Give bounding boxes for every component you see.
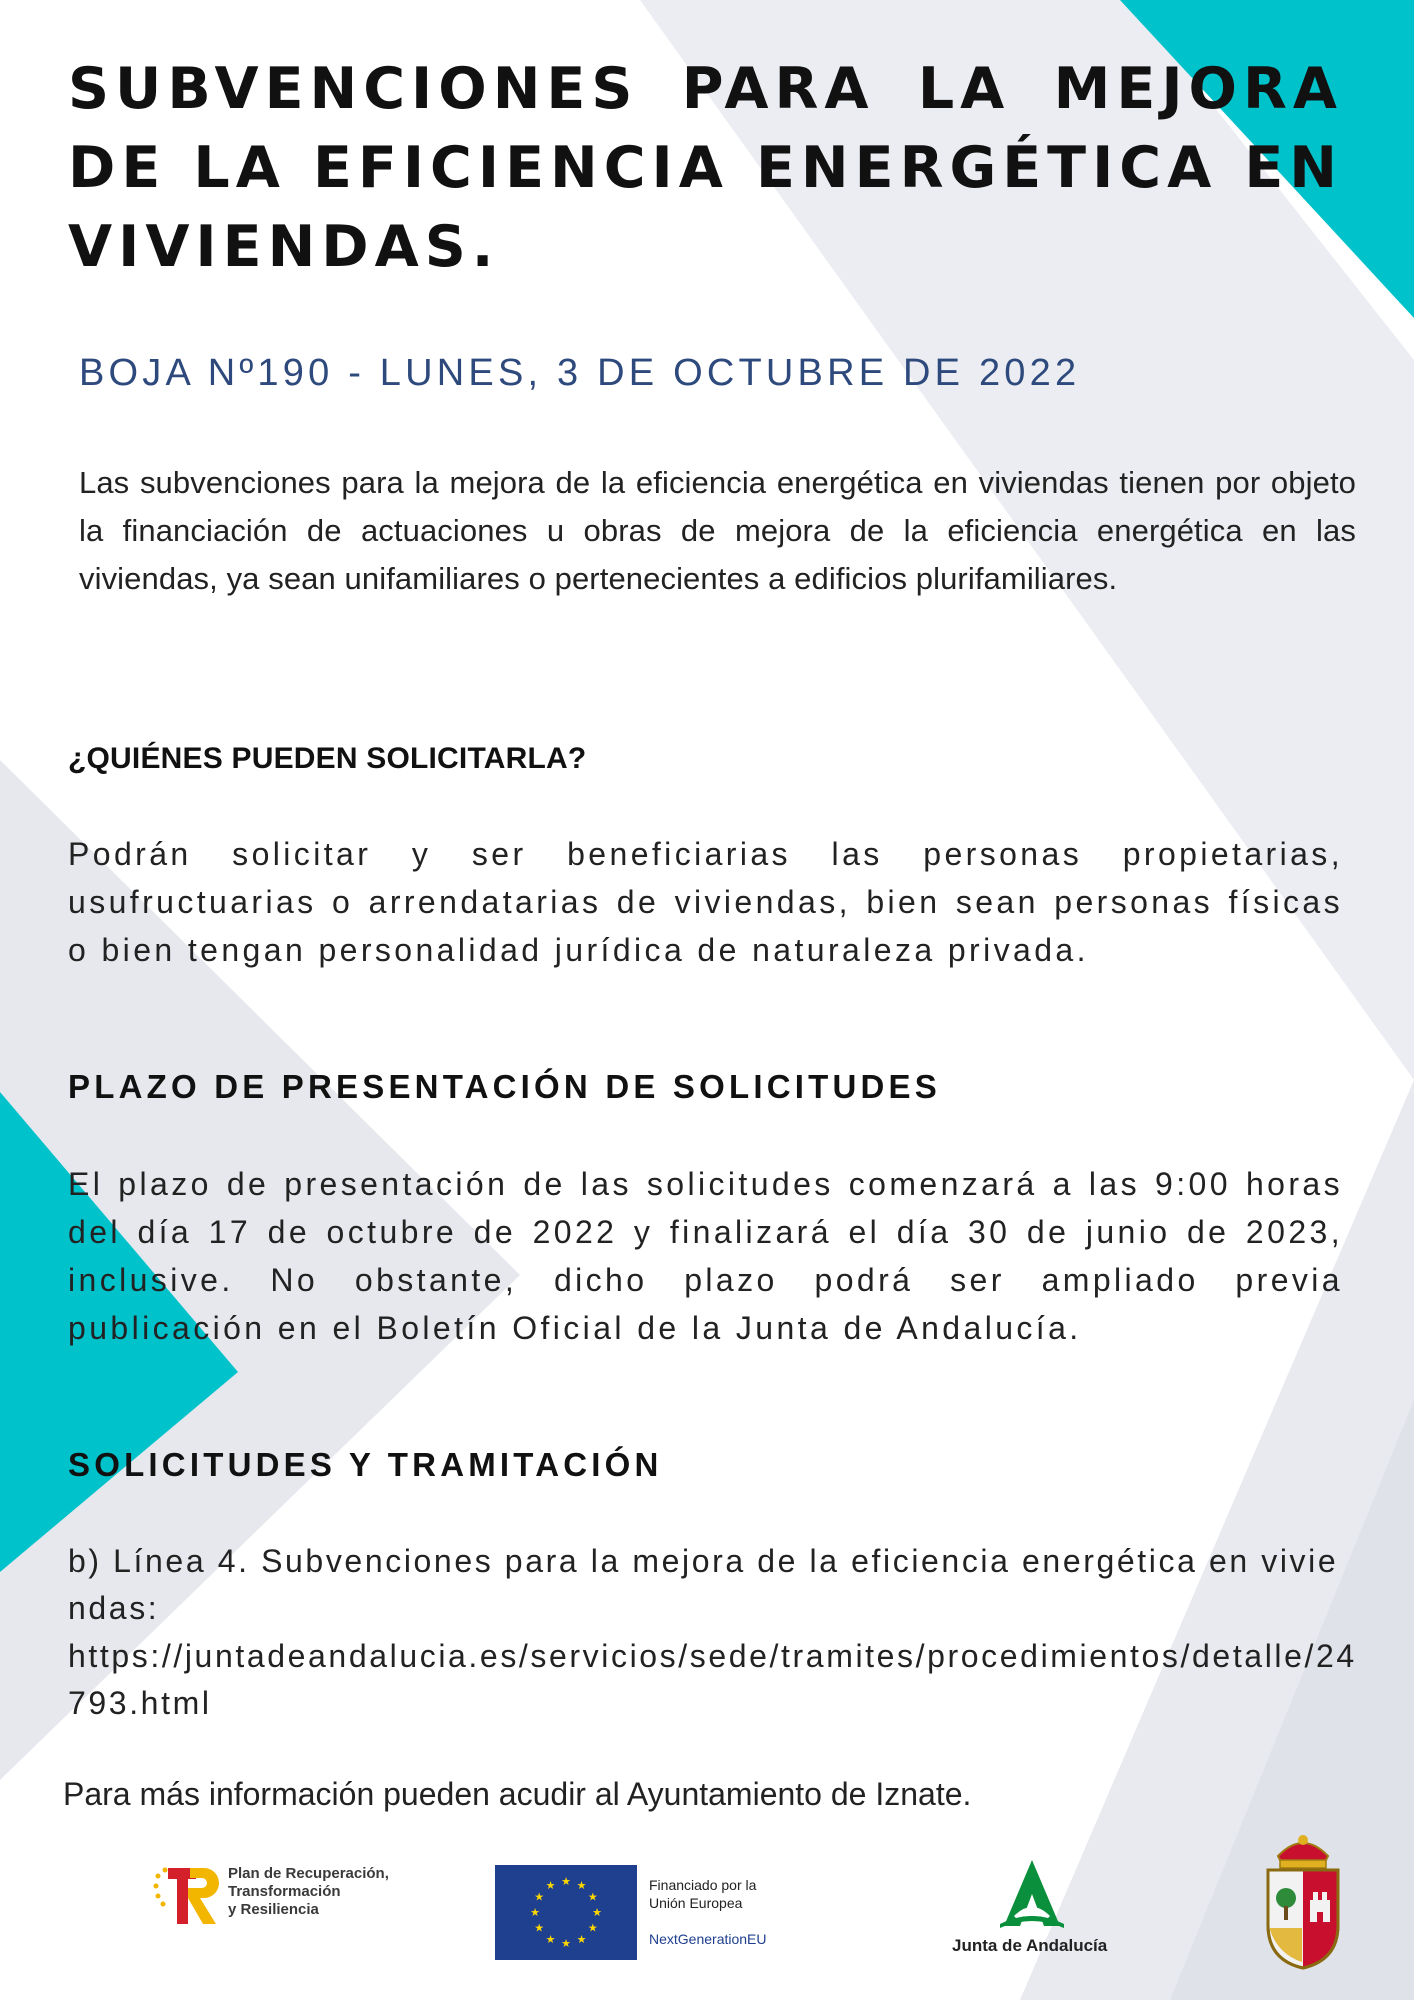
svg-text:★: ★ bbox=[576, 1932, 587, 1946]
svg-text:★: ★ bbox=[561, 1937, 571, 1950]
svg-text:★: ★ bbox=[587, 1890, 598, 1904]
deadline-heading: PLAZO DE PRESENTACIÓN DE SOLICITUDES bbox=[68, 1068, 941, 1105]
applications-line: b) Línea 4. Subvenciones para la mejora de la eficiencia energética en viviendas: bbox=[68, 1543, 1339, 1626]
applications-url[interactable]: https://juntadeandalucia.es/servicios/sede/tramites/procedimientos/detalle/24793.html bbox=[68, 1638, 1357, 1721]
deadline-body: El plazo de presentación de las solicitudes comenzará a las 9:00 horas del día 17 de octubre de 2022 y finalizará el día 30 de junio de 2023, inclusive. No obstante, dicho plazo podrá ser ampliado previa publicación en el Boletín Oficial de la Junta de Andalucía. bbox=[68, 1166, 1343, 1346]
svg-text:★: ★ bbox=[587, 1921, 598, 1935]
applications-heading: SOLICITUDES Y TRAMITACIÓN bbox=[68, 1446, 663, 1483]
eu-logo bbox=[495, 1865, 815, 1960]
prtr-logo bbox=[152, 1862, 442, 1932]
prtr-line-2: Transformación bbox=[228, 1883, 341, 1900]
svg-text:★: ★ bbox=[530, 1906, 540, 1919]
svg-text:★: ★ bbox=[534, 1890, 545, 1904]
boja-reference: BOJA Nº190 - LUNES, 3 DE OCTUBRE DE 2022 bbox=[79, 352, 1081, 394]
prtr-line-3: y Resiliencia bbox=[228, 1901, 319, 1918]
junta-andalucia-logo-icon bbox=[992, 1858, 1072, 1930]
svg-text:★: ★ bbox=[576, 1879, 587, 1893]
intro-paragraph: Las subvenciones para la mejora de la eficiencia energética en viviendas tienen por objeto la financiación de actuaciones u obras de mejora de la eficiencia energética en las viviendas, ya sean unifamiliares o pertenecientes a edificios plurifamiliares. bbox=[79, 465, 1356, 596]
eu-line-1: Financiado por la bbox=[649, 1877, 757, 1893]
svg-text:★: ★ bbox=[545, 1932, 556, 1946]
eu-line-2: Unión Europea bbox=[649, 1895, 743, 1911]
svg-text:★: ★ bbox=[592, 1906, 602, 1919]
prtr-logo-icon bbox=[152, 1864, 224, 1928]
footer-note: Para más información pueden acudir al Ayuntamiento de Iznate. bbox=[63, 1776, 972, 1812]
junta-logo bbox=[948, 1858, 1123, 1958]
page-title: SUBVENCIONES PARA LA MEJORA DE LA EFICIENCIA ENERGÉTICA EN VIVIENDAS. bbox=[68, 56, 1343, 280]
junta-label: Junta de Andalucía bbox=[952, 1936, 1108, 1955]
who-body: Podrán solicitar y ser beneficiarias las personas propietarias, usufructuarias o arrendatarias de viviendas, bien sean personas físicas o bien tengan personalidad jurídica de naturaleza privada. bbox=[68, 836, 1343, 968]
who-heading: ¿QUIÉNES PUEDEN SOLICITARLA? bbox=[68, 742, 587, 775]
eu-flag-icon bbox=[495, 1865, 637, 1960]
prtr-line-1: Plan de Recuperación, bbox=[228, 1865, 389, 1882]
eu-program: NextGenerationEU bbox=[649, 1931, 767, 1947]
svg-text:★: ★ bbox=[561, 1875, 571, 1888]
svg-text:★: ★ bbox=[534, 1921, 545, 1935]
municipal-coat-of-arms-icon bbox=[1258, 1830, 1348, 1972]
svg-text:★: ★ bbox=[545, 1879, 556, 1893]
